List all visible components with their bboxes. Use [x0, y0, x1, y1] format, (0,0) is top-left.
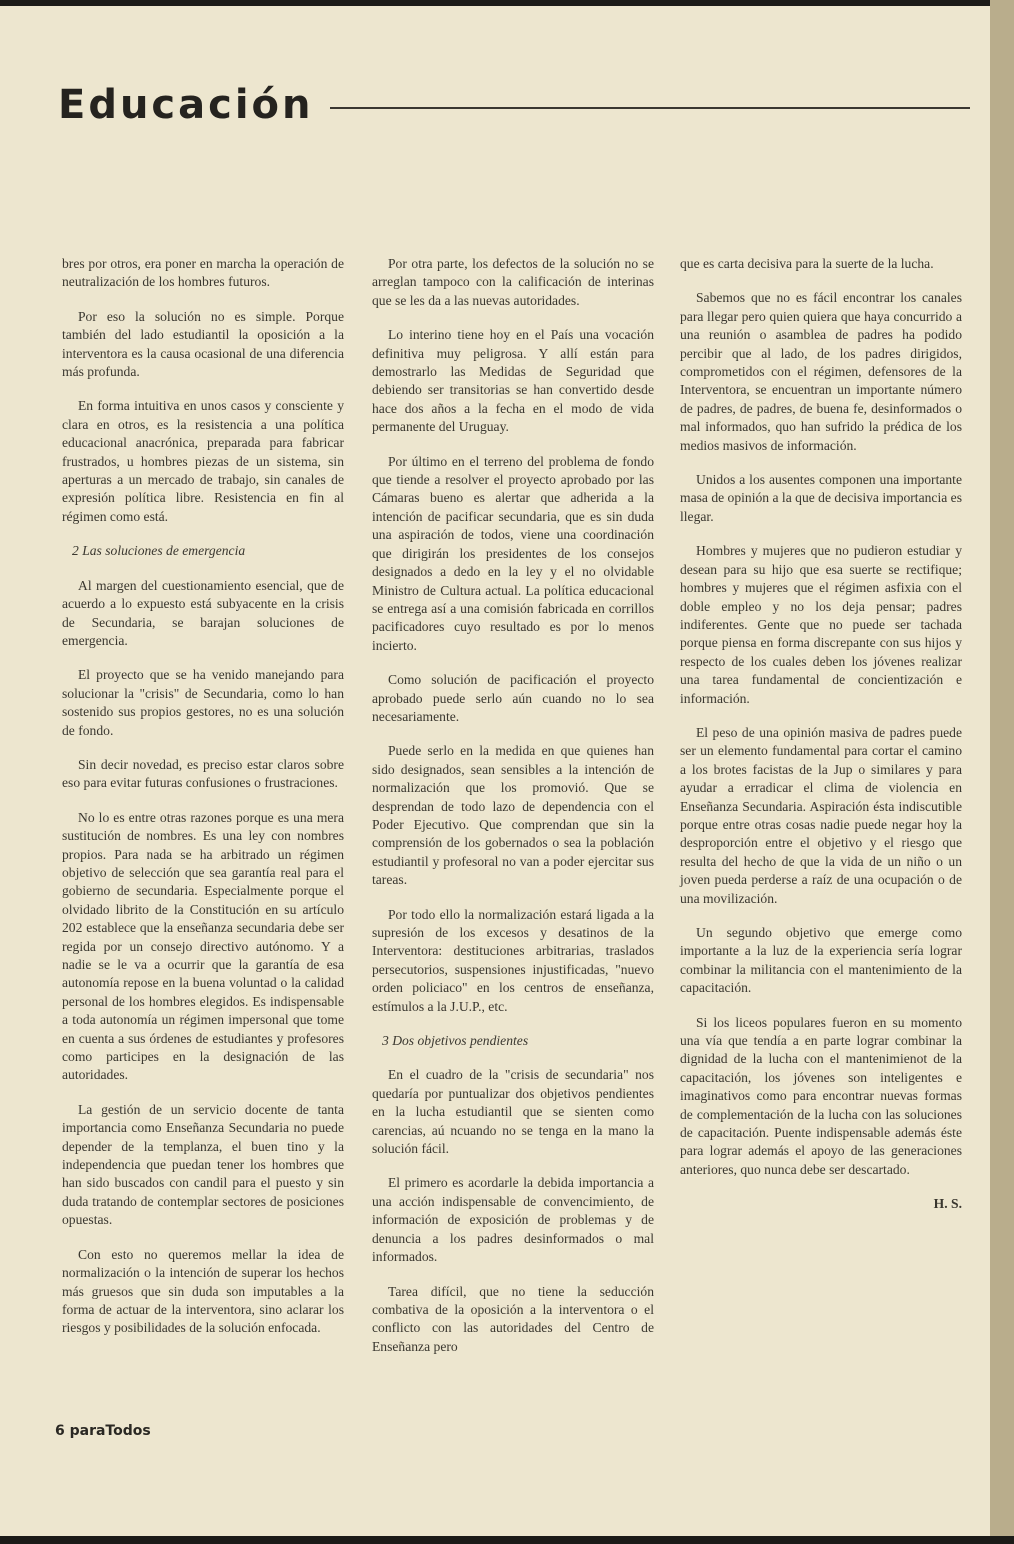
paragraph: Por último en el terreno del problema de fondo que tiende a resolver el proyecto aprobado por las Cámaras bueno es alertar que adherida a la intención de pacificar secundaria, que es sin duda una aspiración de todos, viene una coordinación que dirigirán los presidentes de los consejos designados a dedo en la ley y el no olvidable Ministro de Cultura actual. La política educacional se entrega así a una comisión fabricada en corrillos pacificadores cuyo resultado es por lo menos incierto.: [372, 453, 654, 653]
page-footer: 6 paraTodos: [55, 1423, 151, 1439]
paragraph: Por todo ello la normalización estará ligada a la supresión de los excesos y desatinos de la Interventora: destituciones arbitrarias, traslados persecutorios, suspensiones injustificadas, "nuevo orden policiaco" en los centros de enseñanza, estímulos a la J.U.P., etc.: [372, 906, 654, 1014]
paragraph: El peso de una opinión masiva de padres puede ser un elemento fundamental para cortar el camino a los brotes facistas de la Jup o similares y para ayudar a erradicar el clima de violencia en Enseñanza Secundaria. Aspiración ésta indiscutible porque entre otras cosas nadie puede negar hoy la desproporción entre el objetivo y el riesgo que resulta del hecho de que la vida de un niño o un joven pueda perderse a raíz de una ocupación o de una movilización.: [680, 724, 962, 906]
article-column-1: [62, 255, 344, 1354]
subheading: 3 Dos objetivos pendientes: [382, 1033, 529, 1049]
paragraph: Puede serlo en la medida en que quienes han sido designados, sean sensibles a la intención de normalización que los promovió. Que se desprendan de todo lazo de dependencia con el Poder Ejecutivo. Que comprendan que sin la comprensión de los gobernados o sea la población estudiantil y profesoral no van a poder ejercitar sus tareas.: [372, 743, 654, 888]
paragraph: Hombres y mujeres que no pudieron estudiar y desean para su hijo que esa suerte se rectifique; hombres y mujeres que el régimen asfixia con el doble empleo y no los deja pensar; padres indiferentes. Gente que no puede ser tachada porque piensa en forma discrepante con sus hijos y respecto de los cuales deben los jóvenes realizar una tarea fundamental de concientización e información.: [680, 543, 962, 706]
paragraph: Por eso la solución no es simple. Porque también del lado estudiantil la oposición a la interventora es la causa ocasional de una diferencia más profunda.: [62, 308, 344, 380]
paragraph: Como solución de pacificación el proyecto aprobado puede serlo aún cuando no lo sea necesariamente.: [372, 672, 654, 724]
paragraph: La gestión de un servicio docente de tanta importancia como Enseñanza Secundaria no puede depender de la templanza, el buen tino y la independencia que puedan tener los hombres que han sido buscados con candil para el puesto y sin duda tratando de contemplar sectores de posiciones opuestas.: [62, 1101, 344, 1228]
paragraph: El primero es acordarle la debida importancia a una acción indispensable de convencimiento, de información de exposición de problemas y de denuncia a los padres desinformados o mal informados.: [372, 1175, 654, 1265]
paragraph: que es carta decisiva para la suerte de la lucha.: [680, 256, 934, 271]
paragraph: Sin decir novedad, es preciso estar claros sobre eso para evitar futuras confusiones o frustraciones.: [62, 756, 344, 791]
paragraph: Por otra parte, los defectos de la solución no se arreglan tampoco con la calificación de interinas que se les da a las nuevas autoridades.: [372, 256, 654, 308]
subheading: 2 Las soluciones de emergencia: [72, 543, 246, 559]
paragraph: En el cuadro de la "crisis de secundaria" nos quedaría por puntualizar dos objetivos pendientes en la lucha estudiantil que se sienten como carencias, aú ncuando no se tenga en la mano la solución fácil.: [372, 1067, 654, 1157]
paragraph: Al margen del cuestionamiento esencial, que de acuerdo a lo expuesto está subyacente en la crisis de Secundaria, se barajan soluciones de emergencia.: [62, 577, 344, 648]
paragraph: Lo interino tiene hoy en el País una vocación definitiva muy peligrosa. Y allí están para demostrarlo las Medidas de Seguridad que debiendo ser transitorias se han convertido desde hace dos años a la fecha en el modo de vida permanente del Uruguay.: [372, 327, 654, 435]
paragraph: Tarea difícil, que no tiene la seducción combativa de la oposición a la interventora o el conflicto con las autoridades del Centro de Enseñanza pero: [372, 1283, 654, 1354]
paragraph: No lo es entre otras razones porque es una mera sustitución de nombres. Es una ley con nombres propios. Para nada se ha arbitrado un régimen objetivo de selección que sea garantía real para el gobierno de secundaria. Especialmente porque el olvidado librito de la Constitución en su artículo 202 establece que la enseñanza secundaria debe ser regida por un consejo directivo autónomo. Y a nadie se le va a ocurrir que la garantía de esa autonomía repose en la buena voluntad o la calidad personal de los hombres elegidos. Es indispensable a toda autonomía un régimen impersonal que tome en cuenta a sus órdenes de estudiantes y profesores como participes en la designación de las autoridades.: [62, 809, 344, 1083]
paragraph: El proyecto que se ha venido manejando para solucionar la "crisis" de Secundaria, como lo han sostenido sus propios gestores, no es una solución de fondo.: [62, 667, 344, 738]
bottom-border: [0, 1536, 1014, 1544]
title-rule: [330, 107, 970, 109]
paragraph: Unidos a los ausentes componen una importante masa de opinión a la que de decisiva importancia es llegar.: [680, 472, 962, 524]
paragraph: Sabemos que no es fácil encontrar los canales para llegar pero quien quiera que haya concurrido a una reunión o asamblea de padres ha podido percibir que al lado, de los padres dirigidos, comprometidos con el régimen, defensores de la Interventora, se encuentran un importante número de padres, de padres, de buena fe, desinformados o mal informados, quo han sufrido la prédica de los medios masivos de información.: [680, 290, 962, 453]
article-column-3: [680, 255, 962, 1230]
paragraph: Un segundo objetivo que emerge como importante a la luz de la experiencia sería lograr combinar la militancia con el mantenimiento de la capacitación.: [680, 925, 962, 996]
paragraph: Con esto no queremos mellar la idea de normalización o la intención de superar los hechos más gruesos que sin duda son imputables a la forma de actuar de la interventora, sino aclarar los riesgos y posibilidades de la solución enfocada.: [62, 1246, 344, 1336]
paragraph: Si los liceos populares fueron en su momento una vía que tendía a en parte lograr combinar la dignidad de la lucha con el mantenimienot de la capacitación, los jóvenes son inteligentes e imaginativos como para encontrar nuevas formas de complementación de la lucha con las soluciones de capacitación. Puente indispensable además éste para lograr además el apoyo de las generaciones anteriores, quo nunca debe ser descartado.: [680, 1014, 962, 1177]
article-column-2: [372, 255, 654, 1372]
author-signature: H. S.: [933, 1196, 962, 1212]
paragraph: En forma intuitiva en unos casos y consciente y clara en otros, es la resistencia a una política educacional anacrónica, preparada para fabricar frustrados, u hombres piezas de un sistema, sin aperturas a un mercado de trabajo, sin canales de expresión política libre. Resistencia en fin al régimen como está.: [62, 398, 344, 524]
page-edge: [990, 0, 1014, 1544]
paragraph: bres por otros, era poner en marcha la operación de neutralización de los hombres futuros.: [62, 256, 344, 290]
top-border: [0, 0, 1014, 6]
section-title: Educación: [58, 82, 314, 128]
